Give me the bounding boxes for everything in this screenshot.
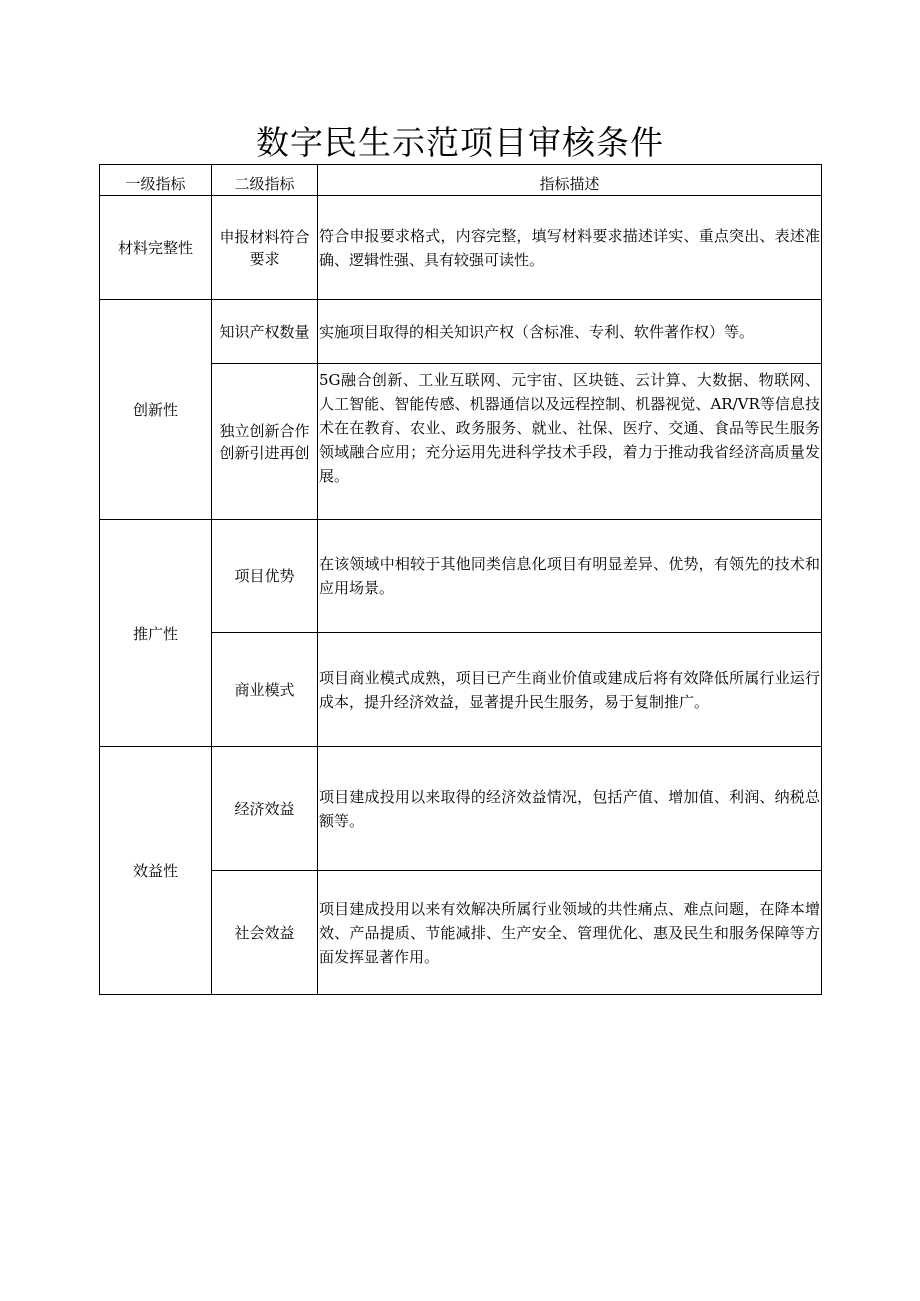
description-cell: 在该领域中相较于其他同类信息化项目有明显差异、优势，有领先的技术和应用场景。 — [318, 520, 822, 633]
table-row — [100, 520, 822, 633]
description-cell: 实施项目取得的相关知识产权（含标准、专利、软件著作权）等。 — [318, 300, 822, 364]
criteria-table — [99, 164, 822, 995]
level1-cell: 效益性 — [100, 747, 212, 995]
level2-cell: 经济效益 — [212, 747, 318, 871]
level2-cell: 社会效益 — [212, 871, 318, 995]
description-cell: 符合申报要求格式，内容完整，填写材料要求描述详实、重点突出、表述准确、逻辑性强、具有较强可读性。 — [318, 196, 822, 300]
header-level2: 二级指标 — [212, 165, 318, 196]
document-title: 数字民生示范项目审核条件 — [256, 123, 664, 162]
description-cell: 项目建成投用以来取得的经济效益情况，包括产值、增加值、利润、纳税总额等。 — [318, 747, 822, 871]
table-row — [100, 747, 822, 871]
description-cell: 项目商业模式成熟，项目已产生商业价值或建成后将有效降低所属行业运行成本，提升经济效益，显著提升民生服务，易于复制推广。 — [318, 633, 822, 747]
level2-cell: 商业模式 — [212, 633, 318, 747]
level2-cell: 知识产权数量 — [212, 300, 318, 364]
header-level1: 一级指标 — [100, 165, 212, 196]
header-description: 指标描述 — [318, 165, 822, 196]
level2-cell: 独立创新合作创新引进再创 — [212, 364, 318, 520]
level1-cell: 推广性 — [100, 520, 212, 747]
table-row — [100, 196, 822, 300]
level1-cell: 材料完整性 — [100, 196, 212, 300]
level1-cell: 创新性 — [100, 300, 212, 520]
description-cell: 项目建成投用以来有效解决所属行业领域的共性痛点、难点问题，在降本增效、产品提质、节能减排、生产安全、管理优化、惠及民生和服务保障等方面发挥显著作用。 — [318, 871, 822, 995]
description-cell: 5G融合创新、工业互联网、元宇宙、区块链、云计算、大数据、物联网、人工智能、智能传感、机器通信以及远程控制、机器视觉、AR/VR等信息技术在在教育、农业、政务服务、就业、社保、医疗、交通、食品等民生服务领域融合应用；充分运用先进科学技术手段，着力于推动我省经济高质量发展。 — [318, 364, 822, 520]
table-header-row — [100, 165, 822, 196]
table-row — [100, 300, 822, 364]
level2-cell: 申报材料符合要求 — [212, 196, 318, 300]
level2-cell: 项目优势 — [212, 520, 318, 633]
